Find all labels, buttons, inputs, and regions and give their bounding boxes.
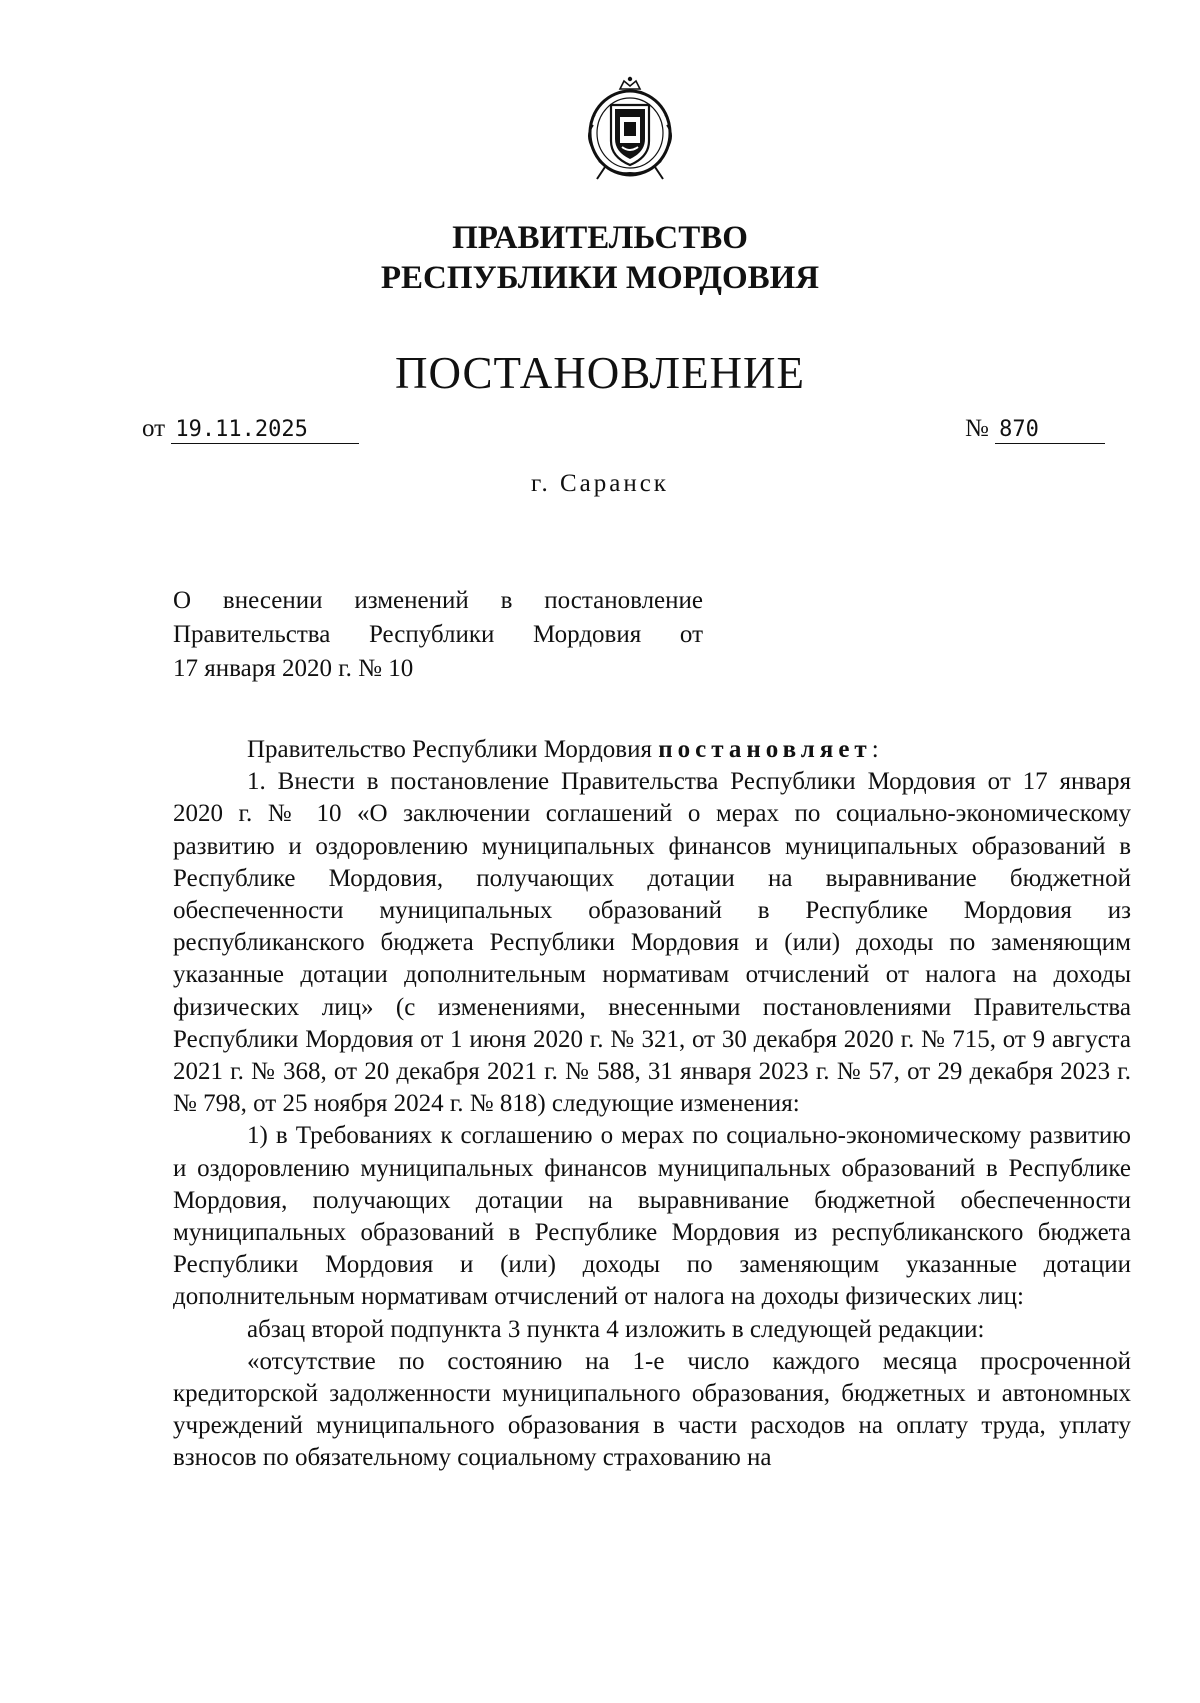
org-line-2: РЕСПУБЛИКИ МОРДОВИЯ [380, 260, 820, 296]
coat-of-arms-icon [575, 75, 685, 185]
document-number: 870 [995, 417, 1105, 444]
document-type: ПОСТАНОВЛЕНИЕ [394, 348, 806, 398]
date-prefix: от [142, 415, 166, 442]
paragraph-3: абзац второй подпункта 3 пункта 4 изложить в следующей редакции: [247, 1315, 985, 1343]
government-name [0, 218, 1200, 298]
document-date: 19.11.2025 [171, 417, 359, 444]
subject-line-2: Правительства Республики Мордовия от [173, 621, 703, 648]
preamble-text: Правительство Республики Мордовия [247, 736, 652, 763]
paragraph-1: 1. Внести в постановление Правительства Республики Мордовия от 17 января 2020 г. № 10 «О заключении соглашений о мерах по социально-экономическому развитию и оздоровлению муниципальных финансов муниципальных образований в Республике Мордовия, получающих дотации на выравнивание бюджетной обеспеченности муниципальных образований в Республике Мордовия из республиканского бюджета Республики Мордовия и (или) доходы по заменяющим указанные дотации дополнительным нормативам отчислений от налога на доходы физических лиц» (с изменениями, внесенными постановлениями Правительства Республики Мордовия от 1 июня 2020 г. № 321, от 30 декабря 2020 г. № 715, от 9 августа 2021 г. № 368, от 20 декабря 2021 г. № 588, 31 января 2023 г. № 57, от 29 декабря 2023 г. № 798, от 25 ноября 2024 г. № 818) следующие изменения: [173, 768, 1131, 1118]
paragraph-4: «отсутствие по состоянию на 1-е число каждого месяца просроченной кредиторской задолженности муниципального образования, бюджетных и автономных учреждений муниципального образования в части расходов на оплату труда, уплату взносов по обязательному социальному страхованию на [173, 1347, 1131, 1472]
number-prefix: № [965, 415, 989, 442]
org-line-1: ПРАВИТЕЛЬСТВО [452, 220, 748, 256]
subject-line-1: О внесении изменений в постановление [173, 587, 703, 614]
number-field [965, 414, 1105, 444]
document-body [173, 734, 1131, 1475]
city: г. Саранск [531, 470, 669, 497]
date-field [142, 414, 359, 444]
document-subject [173, 584, 703, 686]
preamble-paragraph [173, 734, 1131, 766]
subject-line-3: 17 января 2020 г. № 10 [173, 655, 414, 682]
preamble-colon: : [871, 736, 879, 763]
decree-word: постановляет [658, 736, 872, 763]
paragraph-2: 1) в Требованиях к соглашению о мерах по социально-экономическому развитию и оздоровлению муниципальных финансов муниципальных образований в Республике Мордовия, получающих дотации на выравнивание бюджетной обеспеченности муниципальных образований в Республике Мордовия из республиканского бюджета Республики Мордовия и (или) доходы по заменяющим указанные дотации дополнительным нормативам отчислений от налога на доходы физических лиц: [173, 1122, 1131, 1311]
